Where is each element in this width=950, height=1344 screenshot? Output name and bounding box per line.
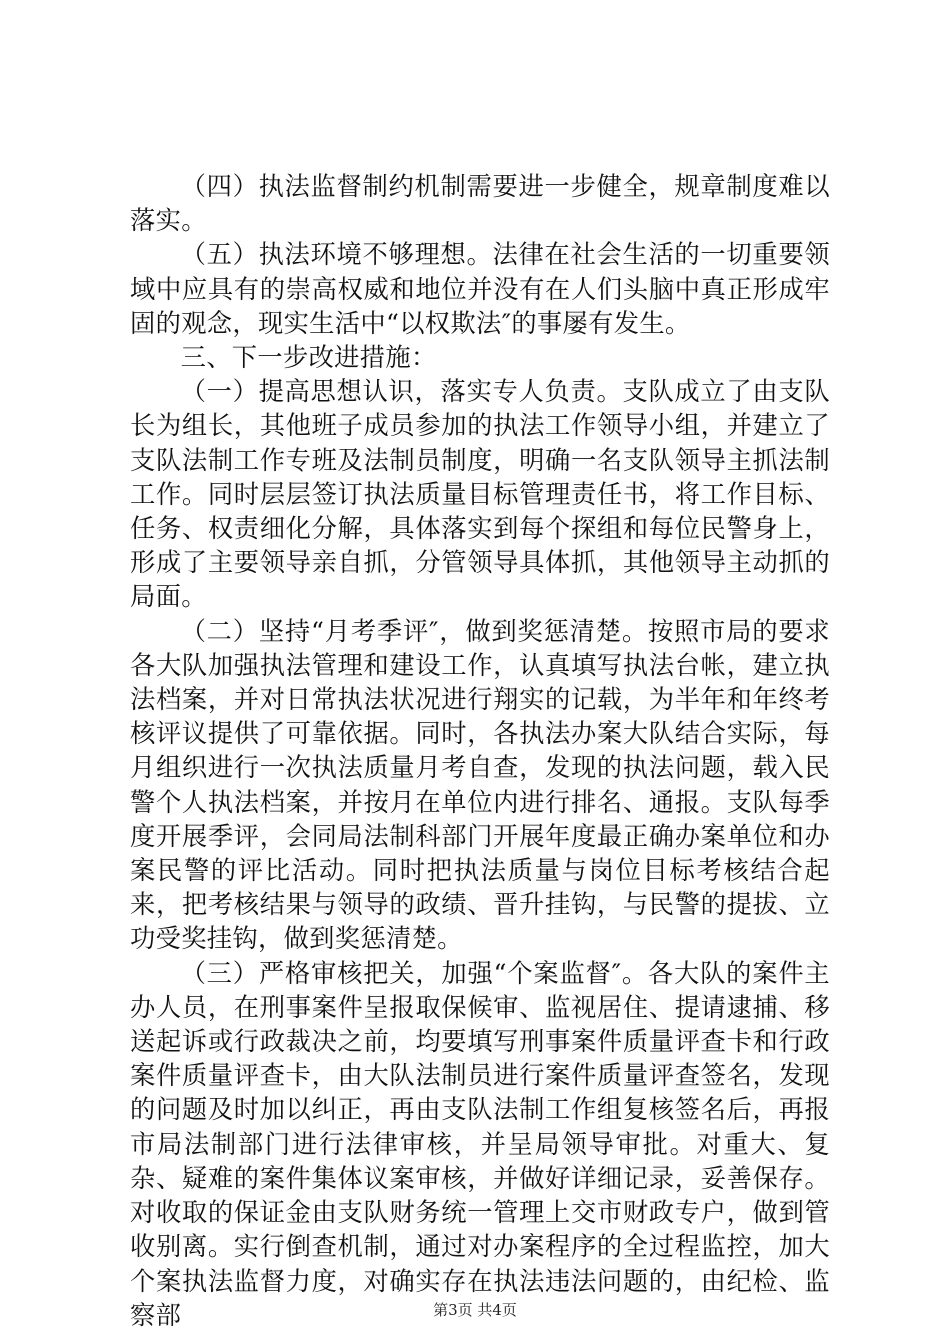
section-heading-improvement-measures: 三、下一步改进措施：: [180, 343, 437, 373]
paragraph-measure-3: （三）严格审核把关，加强“个案监督″。各大队的案件主办人员，在刑事案件呈报取保候审、监视居住、提请逮捕、移送起诉或行政裁决之前，均要填写刑事案件质量评查卡和行政案件质量评查卡，由大队法制员进行案件质量评查签名，发现的问题及时加以纠正，再由支队法制工作组复核签名后，再报市局法制部门进行法律审核，并呈局领导审批。对重大、复杂、疑难的案件集体议案审核，并做好详细记录，妥善保存。对收取的保证金由支队财务统一管理上交市财政专户，做到管收别离。实行倒查机制，通过对办案程序的全过程监控，加大个案执法监督力度，对确实存在执法违法问题的，由纪检、监察部: [130, 958, 830, 1330]
paragraph-section-4: （四）执法监督制约机制需要进一步健全，规章制度难以落实。: [130, 172, 830, 236]
document-body: [130, 170, 830, 1333]
page-footer: [0, 1300, 950, 1320]
paragraph-section-5: （五）执法环境不够理想。法律在社会生活的一切重要领域中应具有的崇高权威和地位并没有在人们头脑中真正形成牢固的观念，现实生活中“以权欺法″的事屡有发生。: [130, 240, 830, 338]
page-number-label: 第3页 共4页: [433, 1301, 517, 1319]
paragraph-measure-2: （二）坚持“月考季评″，做到奖惩清楚。按照市局的要求各大队加强执法管理和建设工作，认真填写执法台帐，建立执法档案，并对日常执法状况进行翔实的记载，为半年和年终考核评议提供了可靠依据。同时，各执法办案大队结合实际，每月组织进行一次执法质量月考自查，发现的执法问题，载入民警个人执法档案，并按月在单位内进行排名、通报。支队每季度开展季评，会同局法制科部门开展年度最正确办案单位和办案民警的评比活动。同时把执法质量与岗位目标考核结合起来，把考核结果与领导的政绩、晋升挂钩，与民警的提拔、立功受奖挂钩，做到奖惩清楚。: [130, 616, 830, 954]
paragraph-measure-1: （一）提高思想认识，落实专人负责。支队成立了由支队长为组长，其他班子成员参加的执法工作领导小组，并建立了支队法制工作专班及法制员制度，明确一名支队领导主抓法制工作。同时层层签订执法质量目标管理责任书，将工作目标、任务、权责细化分解，具体落实到每个探组和每位民警身上，形成了主要领导亲自抓，分管领导具体抓，其他领导主动抓的局面。: [130, 377, 830, 612]
